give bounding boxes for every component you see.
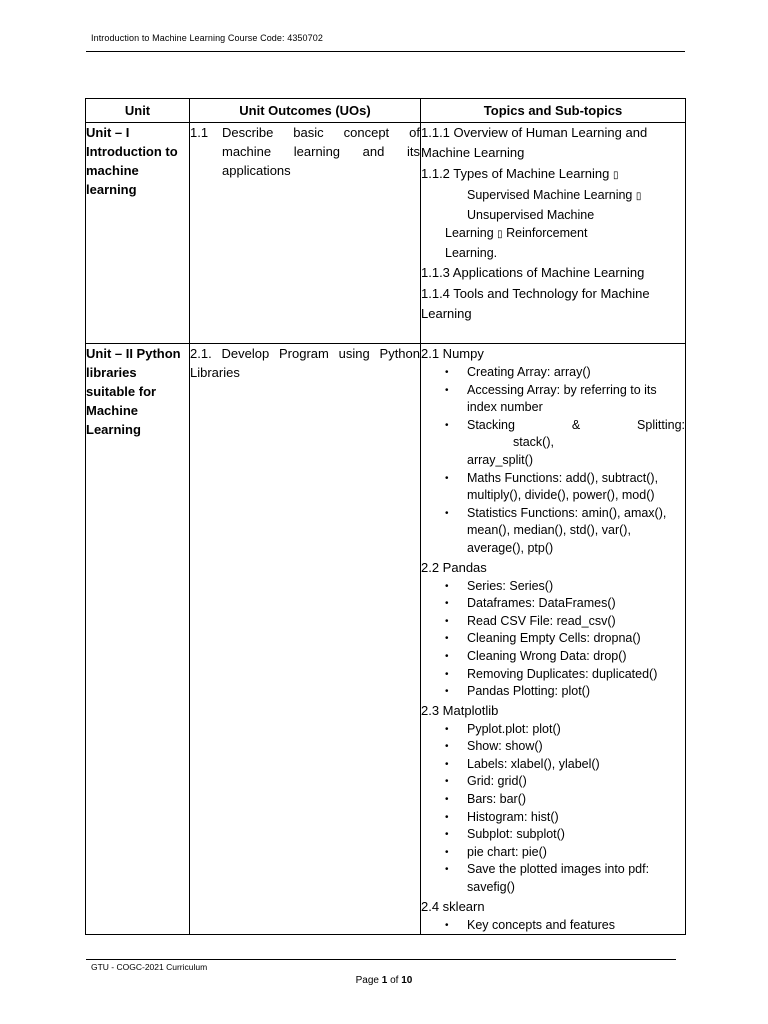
header-outcomes: Unit Outcomes (UOs) xyxy=(190,99,421,123)
header-unit: Unit xyxy=(86,99,190,123)
splitting-label: Splitting: xyxy=(637,417,685,432)
list-item: • Key concepts and features xyxy=(421,917,685,935)
footer-curriculum: GTU - COGC-2021 Curriculum xyxy=(91,962,208,972)
page-number xyxy=(0,975,768,986)
ml-type-line xyxy=(421,224,685,244)
page-header: Introduction to Machine Learning Course Code: 4350702 xyxy=(91,33,323,43)
section-numpy-title: 2.1 Numpy xyxy=(421,346,484,361)
list-item: • Pandas Plotting: plot() xyxy=(421,683,685,701)
list-item: • Labels: xlabel(), ylabel() xyxy=(421,756,685,774)
header-topics: Topics and Sub-topics xyxy=(421,99,686,123)
stacking-amp: & xyxy=(571,417,581,432)
list-item: • Removing Duplicates: duplicated() xyxy=(421,666,685,684)
unit-2-title: Unit – II Python libraries suitable for Machine Learning xyxy=(86,344,190,935)
array-split-fn: array_split() xyxy=(467,452,533,467)
ml-type-reinforcement: Reinforcement xyxy=(506,226,588,240)
matplotlib-list xyxy=(421,721,685,897)
topic-1-1-2 xyxy=(421,164,685,186)
list-item: • Save the plotted images into pdf: savefig() xyxy=(421,861,685,896)
list-item: • Pyplot.plot: plot() xyxy=(421,721,685,739)
page-total: 10 xyxy=(401,975,413,986)
list-item: • Show: show() xyxy=(421,738,685,756)
unit-2-outcome xyxy=(190,344,421,935)
list-item: • Subplot: subplot() xyxy=(421,826,685,844)
box-icon: ▯ xyxy=(497,229,503,240)
page-of: of xyxy=(387,975,402,986)
list-item: • Histogram: hist() xyxy=(421,809,685,827)
section-matplotlib-title: 2.3 Matplotlib xyxy=(421,702,499,718)
section-pandas-title: 2.2 Pandas xyxy=(421,559,487,575)
pandas-list xyxy=(421,578,685,701)
topic-1-1-4: 1.1.4 Tools and Technology for Machine Learning xyxy=(421,286,650,321)
unit-1-outcome xyxy=(190,123,421,344)
list-item: • Bars: bar() xyxy=(421,791,685,809)
unit-2-topics xyxy=(421,344,686,935)
numpy-list xyxy=(421,364,685,452)
topic-1-1-2-label: 1.1.2 Types of Machine Learning xyxy=(421,166,610,181)
numpy-list-more xyxy=(421,470,685,558)
page-prefix: Page xyxy=(355,975,382,986)
table-header-row xyxy=(86,99,686,123)
header-rule xyxy=(86,51,685,52)
stacking-line xyxy=(467,417,685,435)
outcome-text: Describe basic concept of machine learning and its applications xyxy=(222,125,420,178)
stacking-label: • Stacking xyxy=(467,417,515,432)
page-current: 1 xyxy=(381,975,388,986)
box-icon: ▯ xyxy=(613,170,619,181)
unit-1-title: Unit – I Introduction to machine learning xyxy=(86,123,190,344)
table-row-unit-2 xyxy=(86,344,686,935)
ml-type-line xyxy=(421,186,685,206)
list-item: • Statistics Functions: amin(), amax(), mean(), median(), std(), var(), average(), ptp() xyxy=(421,505,685,558)
ml-type-unsupervised: Unsupervised Machine xyxy=(467,208,595,222)
box-icon: ▯ xyxy=(635,191,642,202)
list-item: • Grid: grid() xyxy=(421,773,685,791)
list-item: • Cleaning Empty Cells: dropna() xyxy=(421,630,685,648)
ml-type-supervised: Supervised Machine Learning xyxy=(467,188,633,202)
list-item: • Creating Array: array() xyxy=(421,364,685,382)
section-sklearn-title: 2.4 sklearn xyxy=(421,898,485,914)
stack-fn: stack(), xyxy=(513,435,554,450)
outcome-number: 1.1 xyxy=(190,125,209,140)
curriculum-table xyxy=(85,98,686,935)
unit-1-topics xyxy=(421,123,686,344)
topic-1-1-3: 1.1.3 Applications of Machine Learning xyxy=(421,265,645,280)
list-item: • pie chart: pie() xyxy=(421,844,685,862)
list-item: • Maths Functions: add(), subtract(), multiply(), divide(), power(), mod() xyxy=(421,470,685,505)
ml-type-learning: Learning xyxy=(445,226,494,240)
outcome-text: 2.1. Develop Program using Python Libraries xyxy=(190,346,420,380)
list-item: • Read CSV File: read_csv() xyxy=(421,613,685,631)
ml-type-learning-end: Learning. xyxy=(445,246,498,260)
sklearn-list xyxy=(421,917,685,935)
table-row-unit-1 xyxy=(86,123,686,344)
list-item xyxy=(421,417,685,452)
list-item: • Accessing Array: by referring to its index number xyxy=(421,382,685,417)
list-item: • Cleaning Wrong Data: drop() xyxy=(421,648,685,666)
list-item: • Series: Series() xyxy=(421,578,685,596)
topic-1-1-1: 1.1.1 Overview of Human Learning and Machine Learning xyxy=(421,125,648,160)
footer-rule xyxy=(86,959,676,960)
list-item: • Dataframes: DataFrames() xyxy=(421,595,685,613)
